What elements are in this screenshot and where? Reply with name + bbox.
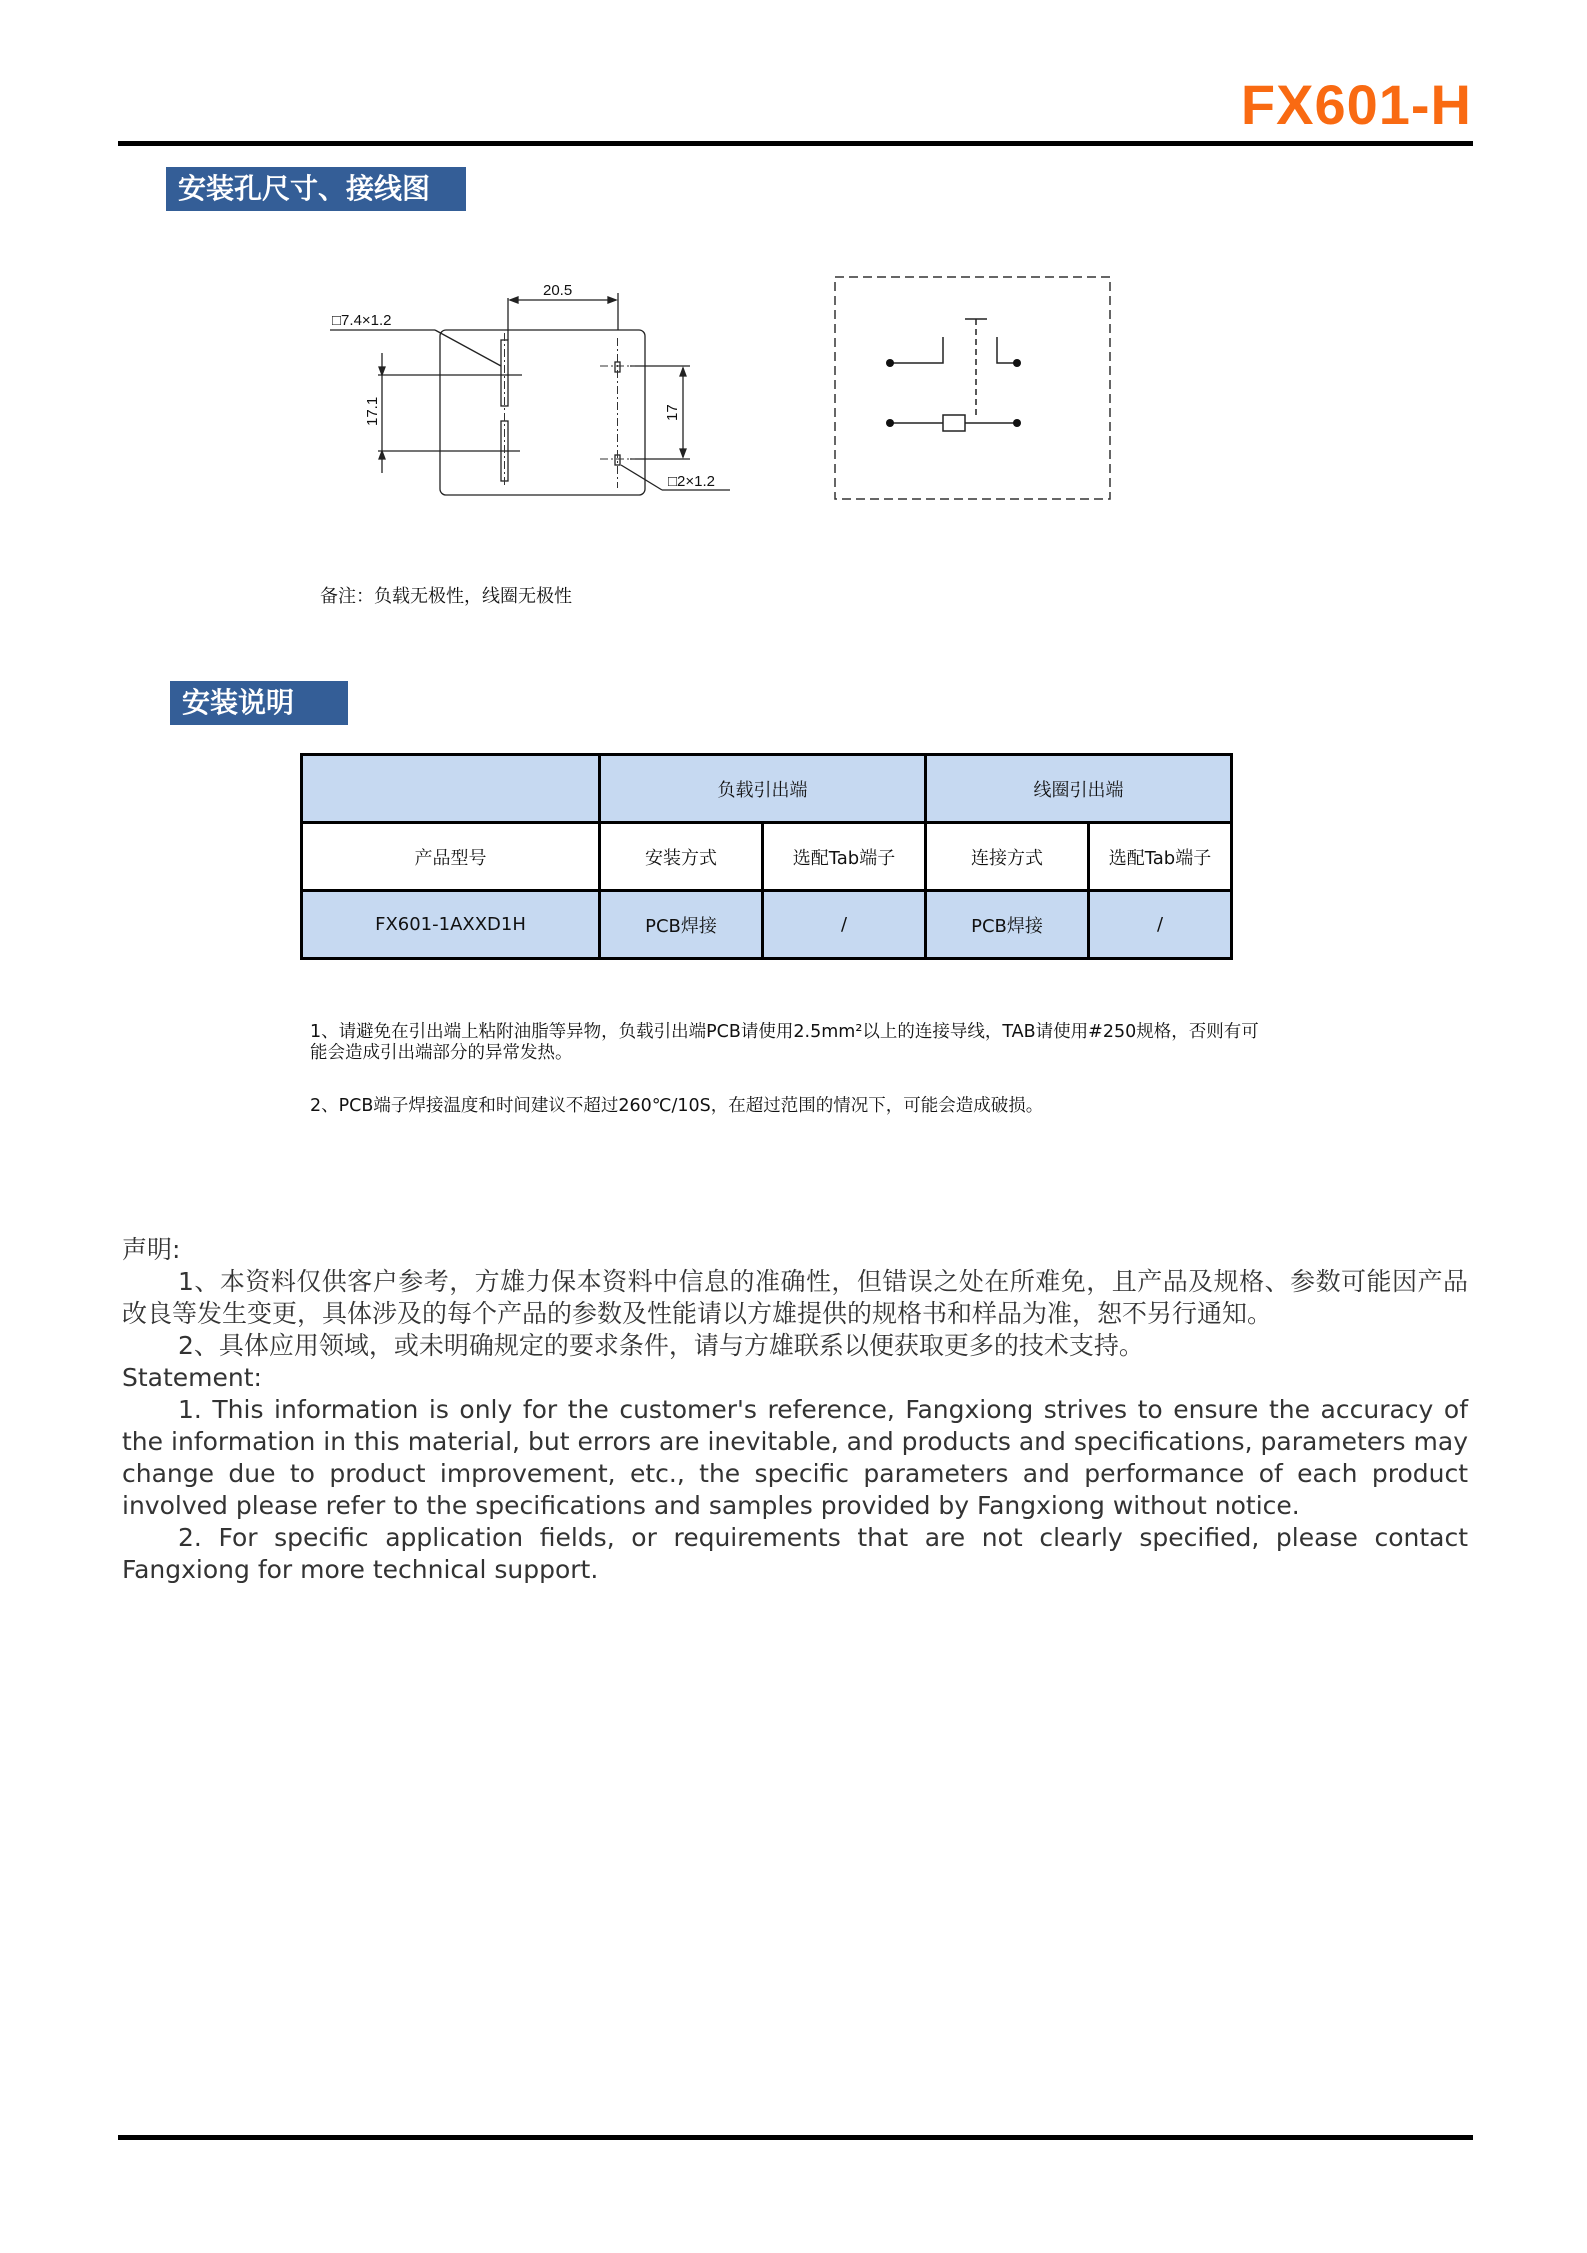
relay-outline xyxy=(440,330,645,495)
column-header: 选配Tab端子 xyxy=(763,823,926,891)
wiring-schematic xyxy=(830,270,1120,510)
load-terminal-dot xyxy=(1013,359,1021,367)
header-group-coil: 线圈引出端 xyxy=(926,755,1232,823)
declaration-cn-item-1: 1、本资料仅供客户参考，方雄力保本资料中信息的准确性，但错误之处在所难免，且产品及规格、参数可能因产品改良等发生变更，具体涉及的每个产品的参数及性能请以方雄提供的规格书和样品为准，恕不另行通知。 xyxy=(122,1267,1468,1328)
declaration-en-item-2: 2. For specific application fields, or requirements that are not clearly specified, please contact Fangxiong for more technical support. xyxy=(122,1523,1468,1584)
cell-coil-connection: PCB焊接 xyxy=(926,891,1089,959)
table-row xyxy=(302,891,1232,959)
table-column-row xyxy=(302,823,1232,891)
footer-divider xyxy=(118,2135,1473,2140)
table-header-group-row xyxy=(302,755,1232,823)
column-header: 产品型号 xyxy=(302,823,600,891)
coil-terminal-dot xyxy=(1013,419,1021,427)
column-header: 选配Tab端子 xyxy=(1089,823,1232,891)
declaration-block xyxy=(122,1234,1468,1586)
cell-coil-tab: / xyxy=(1089,891,1232,959)
mounting-hole-drawing xyxy=(330,268,750,508)
column-header: 连接方式 xyxy=(926,823,1089,891)
declaration-cn-item-2: 2、具体应用领域，或未明确规定的要求条件，请与方雄联系以便获取更多的技术支持。 xyxy=(178,1331,1144,1360)
declaration-en-item-1: 1. This information is only for the customer's reference, Fangxiong strives to ensure the accuracy of the information in this material, but errors are inevitable, and products and specifications, parameters may change due to product improvement, etc., the specific parameters and performance of each product involved please refer to the specifications and samples provided by Fangxiong without notice. xyxy=(122,1395,1468,1520)
dim-small-hole: □2×1.2 xyxy=(668,473,716,490)
section-header-installation: 安装说明 xyxy=(170,681,348,725)
load-terminal-dot xyxy=(886,359,894,367)
dim-right-pitch: 17 xyxy=(664,404,681,421)
dim-width-pitch: 20.5 xyxy=(543,282,573,299)
cell-model: FX601-1AXXD1H xyxy=(302,891,600,959)
header-divider xyxy=(118,141,1473,146)
schematic-frame xyxy=(835,277,1110,499)
polarity-note: 备注：负载无极性，线圈无极性 xyxy=(320,586,572,607)
coil-terminal-dot xyxy=(886,419,894,427)
contact-left xyxy=(890,337,943,363)
install-note-1: 1、请避免在引出端上粘附油脂等异物，负载引出端PCB请使用2.5mm²以上的连接导线，TAB请使用#250规格，否则有可能会造成引出端部分的异常发热。 xyxy=(310,1022,1259,1063)
dim-large-hole: □7.4×1.2 xyxy=(332,312,392,329)
cell-load-tab: / xyxy=(763,891,926,959)
dim-left-pitch: 17.1 xyxy=(364,396,381,426)
document-title: FX601-H xyxy=(1240,73,1472,136)
coil-symbol xyxy=(943,415,965,431)
header-group-blank xyxy=(302,755,600,823)
declaration-cn-title: 声明: xyxy=(122,1235,181,1264)
section-header-mounting: 安装孔尺寸、接线图 xyxy=(166,167,466,211)
cell-load-mounting: PCB焊接 xyxy=(600,891,763,959)
install-note-2: 2、PCB端子焊接温度和时间建议不超过260℃/10S，在超过范围的情况下，可能会造成破损。 xyxy=(310,1096,1044,1116)
contact-right xyxy=(997,337,1017,363)
header-group-load: 负载引出端 xyxy=(600,755,926,823)
declaration-en-title: Statement: xyxy=(122,1363,262,1392)
column-header: 安装方式 xyxy=(600,823,763,891)
installation-table xyxy=(300,753,1233,960)
